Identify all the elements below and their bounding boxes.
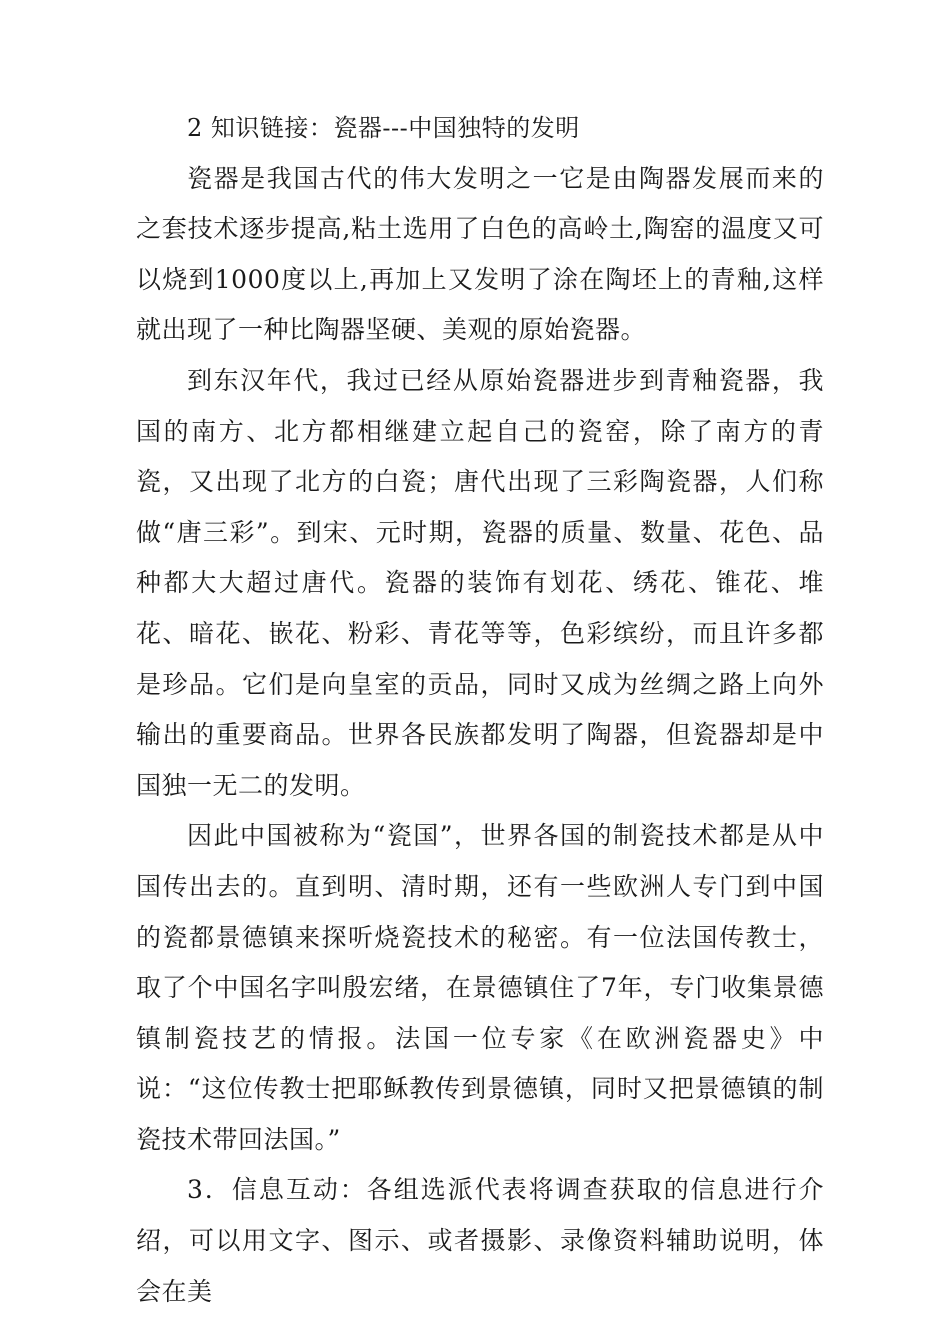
paragraph-porcelain-country: 因此中国被称为“瓷国”，世界各国的制瓷技术都是从中国传出去的。直到明、清时期，还有一些欧洲人专门到中国的瓷都景德镇来探听烧瓷技术的秘密。有一位法国传教士，取了个中国名字叫殷宏绪，在景德镇住了7年，专门收集景德镇制瓷技艺的情报。法国一位专家《在欧洲瓷器史》中说：“这位传教士把耶稣教传到景德镇，同时又把景德镇的制瓷技术带回法国。” (136, 821, 824, 1154)
section-heading: 2 知识链接：瓷器---中国独特的发明 (187, 114, 580, 142)
document-body (136, 103, 824, 1317)
paragraph-porcelain-history: 到东汉年代，我过已经从原始瓷器进步到青釉瓷器，我国的南方、北方都相继建立起自己的瓷窑，除了南方的青瓷，又出现了北方的白瓷；唐代出现了三彩陶瓷器，人们称做“唐三彩”。到宋、元时期，瓷器的质量、数量、花色、品种都大大超过唐代。瓷器的装饰有划花、绣花、锥花、堆花、暗花、嵌花、粉彩、青花等等，色彩缤纷，而且许多都是珍品。它们是向皇室的贡品，同时又成为丝绸之路上向外输出的重要商品。世界各民族都发明了陶器，但瓷器却是中国独一无二的发明。 (136, 365, 824, 800)
paragraph-info-interaction: 3．信息互动：各组选派代表将调查获取的信息进行介绍，可以用文字、图示、或者摄影、录像资料辅助说明，体会在美 (136, 1175, 824, 1306)
paragraph-porcelain-origin: 瓷器是我国古代的伟大发明之一它是由陶器发展而来的之套技术逐步提高,粘土选用了白色的高岭土,陶窑的温度又可以烧到1000度以上,再加上又发明了涂在陶坯上的青釉,这样就出现了一种比陶器坚硬、美观的原始瓷器。 (136, 163, 824, 345)
